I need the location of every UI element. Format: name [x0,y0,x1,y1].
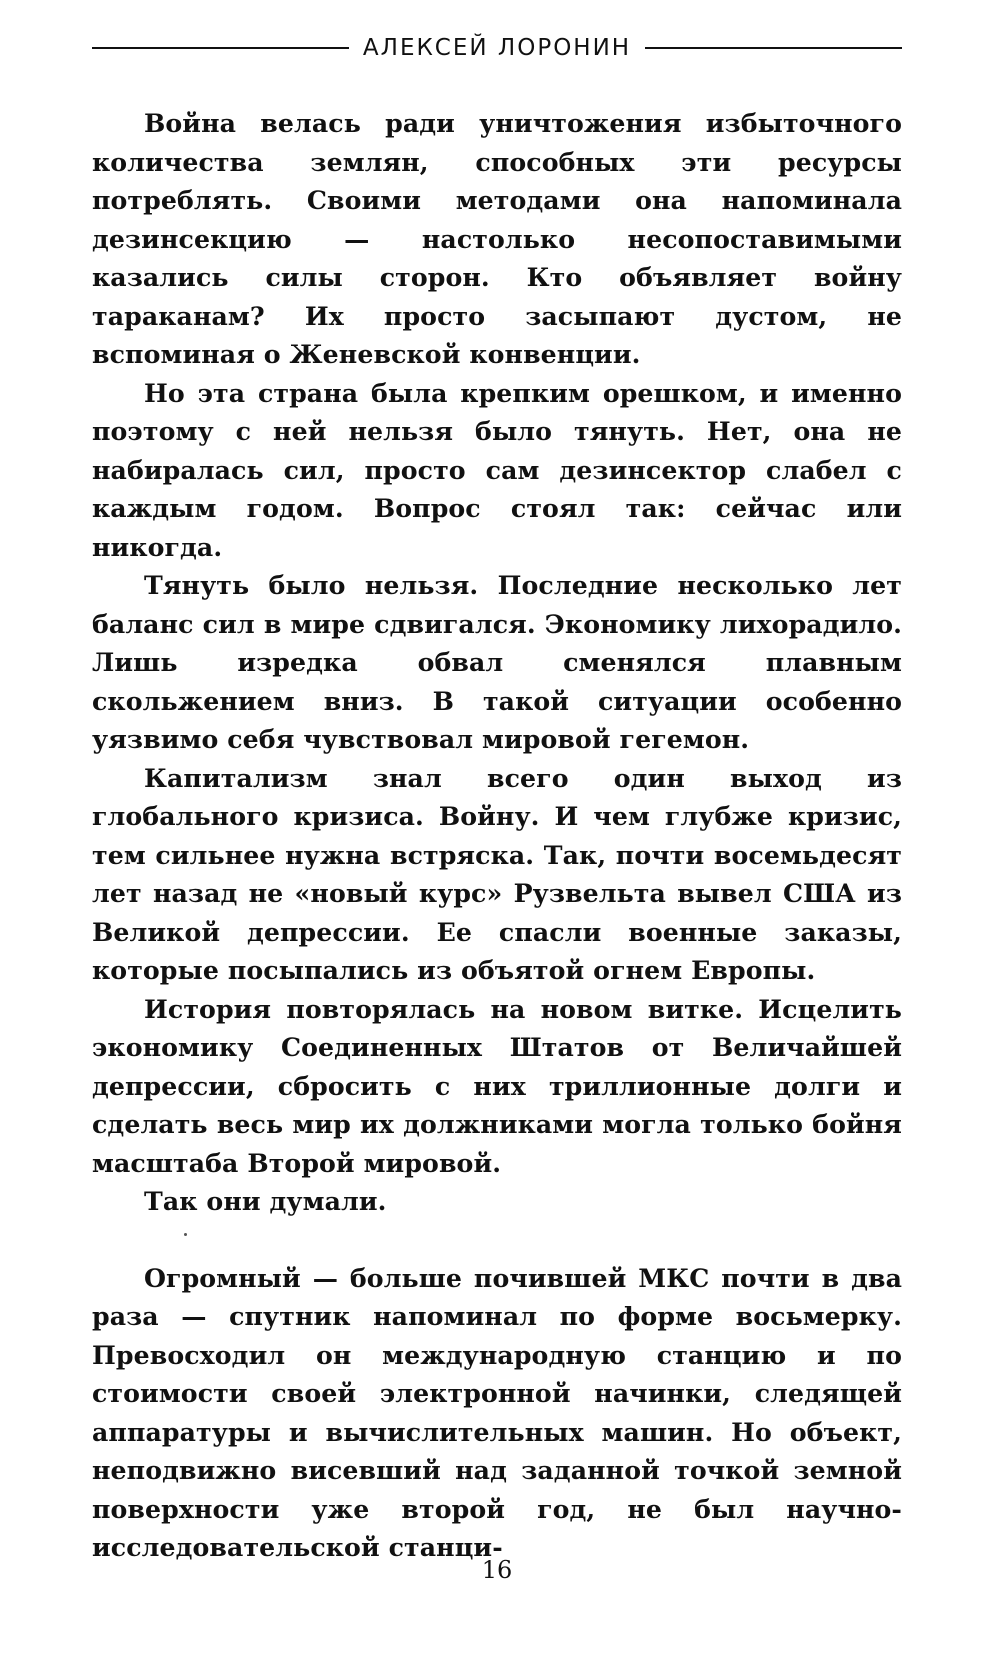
paragraph-7: Огромный — больше почившей МКС почти в два раза — спутник напоминал по форме восьмерку. Превосходил он международную станцию и по стоимости своей электронной начинки, следящей аппаратуры и вычислительных машин. Но объект, неподвижно висевший над заданной точкой земной поверхности уже второй год, не был научно-исследовательской станци- [92,1262,902,1562]
section-break [92,1221,902,1259]
header-rule-left [92,47,349,49]
section-break-mark [184,1233,187,1236]
page-number: 16 [481,1556,513,1584]
paragraph-5: История повторялась на новом витке. Исцелить экономику Соединенных Штатов от Величайшей депрессии, сбросить с них триллионные долги и сделать весь мир их должниками могла только бойня масштаба Второй мировой. [92,993,902,1178]
paragraph-4: Капитализм знал всего один выход из глобального кризиса. Войну. И чем глубже кризис, тем сильнее нужна встряска. Так, почти восемьдесят лет назад не «новый курс» Рузвельта вывел США из Великой депрессии. Ее спасли военные заказы, которые посыпались из объятой огнем Европы. [92,762,902,985]
running-header [92,32,902,64]
body-text [92,104,902,1567]
paragraph-6: Так они думали. [144,1186,387,1216]
paragraph-2: Но эта страна была крепким орешком, и именно поэтому с ней нельзя было тянуть. Нет, она не набиралась сил, просто сам дезинсектор слабел с каждым годом. Вопрос стоял так: сейчас или никогда. [92,377,902,562]
paragraph-3: Тянуть было нельзя. Последние несколько лет баланс сил в мире сдвигался. Экономику лихорадило. Лишь изредка обвал сменялся плавным скольжением вниз. В такой ситуации особенно уязвимо себя чувствовал мировой гегемон. [92,570,902,754]
header-rule-right [645,47,902,49]
paragraph-1: Война велась ради уничтожения избыточного количества землян, способных эти ресурсы потреблять. Своими методами она напоминала дезинсекцию — настолько несопоставимыми казались силы сторон. Кто объявляет войну тараканам? Их просто засыпают дустом, не вспоминая о Женевской конвенции. [92,108,902,369]
author-name: АЛЕКСЕЙ ЛОРОНИН [362,35,632,61]
book-page [92,0,902,1664]
